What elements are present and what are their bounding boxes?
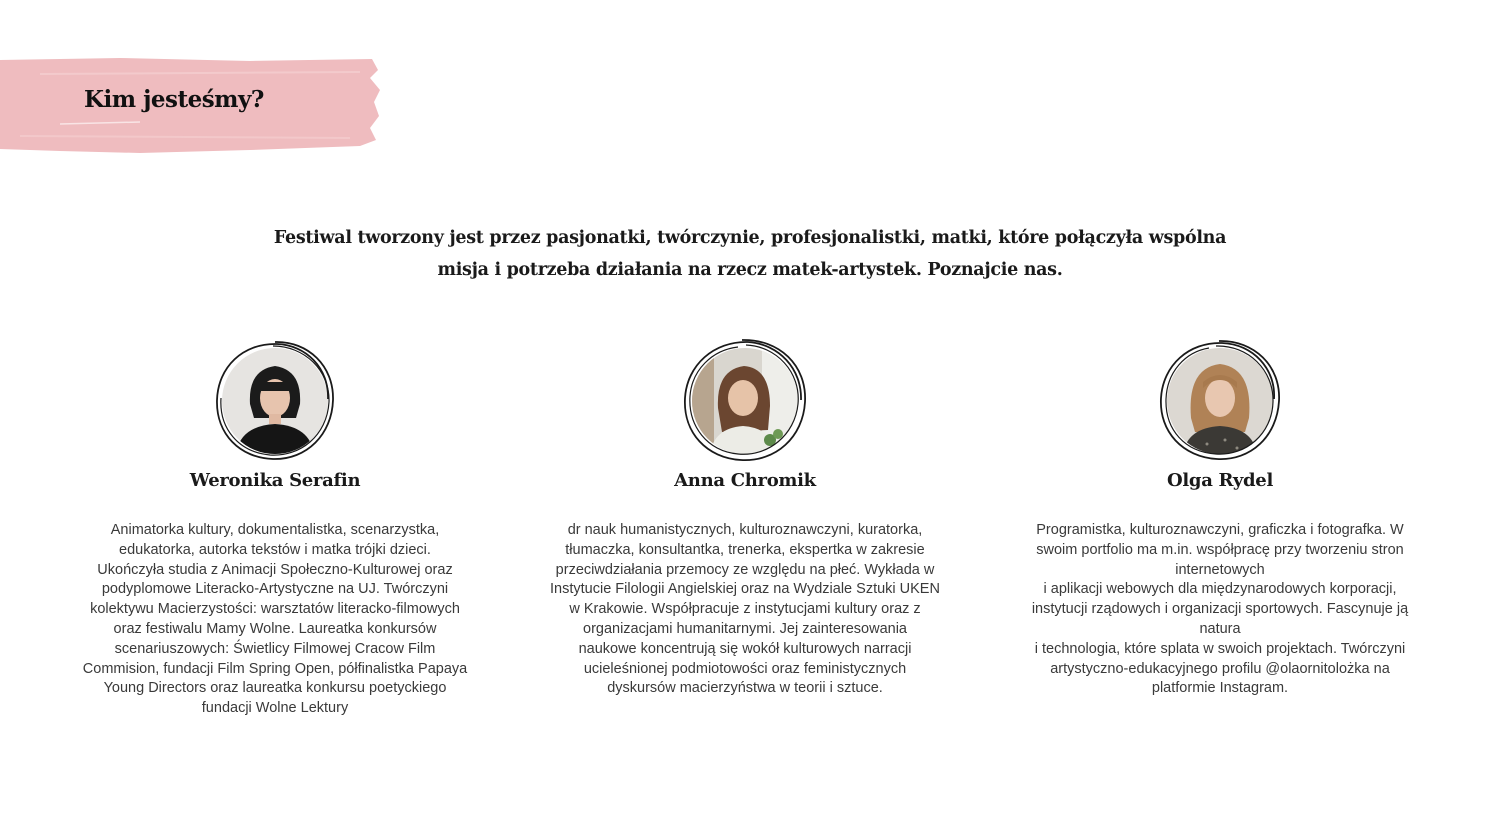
- member-name: Anna Chromik: [674, 470, 816, 491]
- avatar: [210, 336, 340, 466]
- member-bio: Programistka, kulturoznawczyni, graficzka i fotografka. W swoim portfolio ma m.in. współpracę przy tworzeniu stron internetowych i aplikacji webowych dla międzynarodowych korporacji, instytucji rządowych i organizacji sportowych. Fascynuje ją natura i technologia, które splata w swoich projektach. Twórczyni artystyczno-edukacyjnego profilu @olaornitolożka na platformie Instagram.: [1031, 522, 1409, 697]
- member-name: Weronika Serafin: [189, 470, 361, 491]
- avatar: [680, 336, 810, 466]
- avatar: [1155, 336, 1285, 466]
- member-bio: dr nauk humanistycznych, kulturoznawczyni, kuratorka, tłumaczka, konsultantka, trenerka, ekspertka w zakresie przeciwdziałania przemocy ze względu na płeć. Wykłada w Instytucie Filologii Angielskiej oraz na Wydziale Sztuki UKEN w Krakowie. Współpracuje z instytucjami kultury oraz z organizacjami humanitarnymi. Jej zainteresowania naukowe koncentrują się wokół kulturowych narracji ucieleśnionej podmiotowości oraz feministycznych dyskursów macierzyństwa w teorii i sztuce.: [550, 522, 940, 697]
- team-member-card: [535, 336, 955, 697]
- intro-text: Festiwal tworzony jest przez pasjonatki, twórczynie, profesjonalistki, matki, które połączyła wspólna misja i potrzeba działania na rzecz matek-artystek. Poznajcie nas.: [273, 228, 1227, 280]
- sketch-ring-icon: [1155, 336, 1285, 466]
- sketch-ring-icon: [680, 336, 810, 466]
- member-bio: Animatorka kultury, dokumentalistka, scenarzystka, edukatorka, autorka tekstów i matka trójki dzieci. Ukończyła studia z Animacji Społeczno-Kulturowej oraz podyplomowe Literacko-Artystyczne na UJ. Twórczyni kolektywu Macierzystości: warsztatów literacko-filmowych oraz festiwalu Mamy Wolne. Laureatka konkursów scenariuszowych: Świetlicy Filmowej Cracow Film Commision, fundacji Film Spring Open, półfinalistka Papaya Young Directors oraz laureatka konkursu poetyckiego fundacji Wolne Lektury: [82, 522, 468, 717]
- member-name: Olga Rydel: [1166, 470, 1273, 491]
- team-member-card: [1010, 336, 1430, 697]
- section-title: Kim jesteśmy?: [84, 86, 264, 113]
- team-member-card: [65, 336, 485, 717]
- sketch-ring-icon: [210, 336, 340, 466]
